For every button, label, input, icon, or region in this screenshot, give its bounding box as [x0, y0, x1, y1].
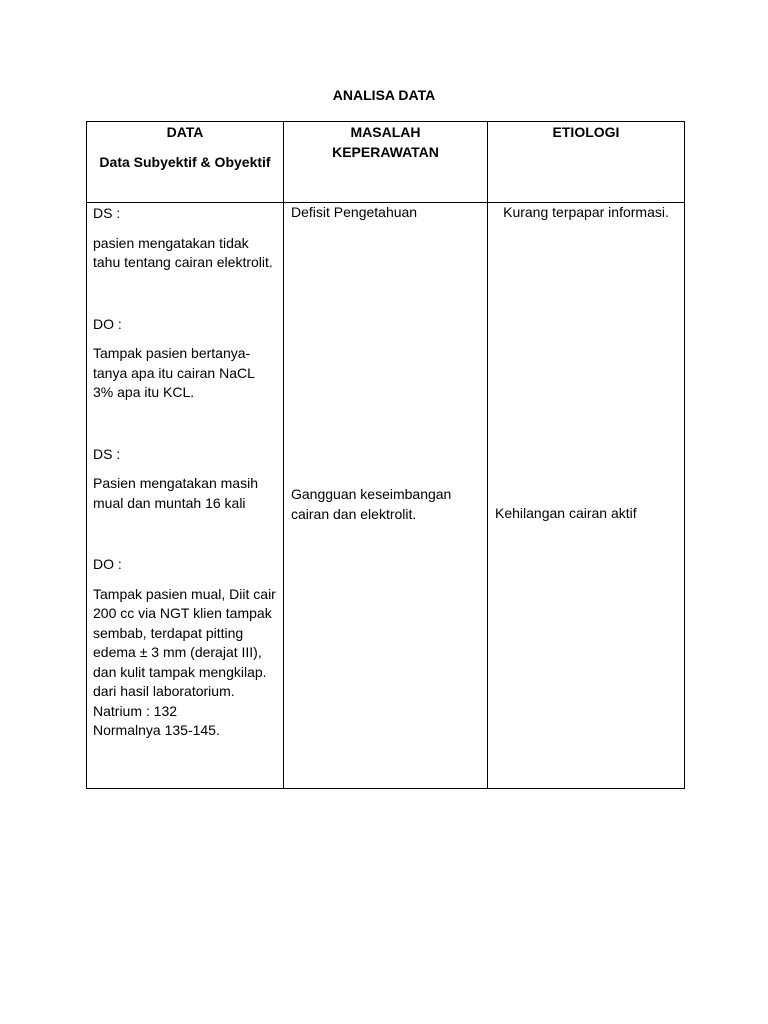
header-masalah — [284, 122, 488, 203]
header-data-sub: Data Subyektif & Obyektif — [99, 153, 271, 170]
analysis-table — [86, 121, 685, 789]
normal-range: Normalnya 135-145. — [93, 722, 220, 738]
do1-label: DO : — [93, 315, 122, 332]
table-header-row — [87, 122, 685, 203]
etiologi-item-1: Kurang terpapar informasi. — [503, 204, 669, 220]
header-etiologi-label: ETIOLOGI — [552, 124, 620, 140]
natrium-value: Natrium : 132 — [93, 702, 178, 719]
etiologi-cell — [488, 203, 685, 789]
table-row — [87, 203, 685, 789]
etiologi-item-2: Kehilangan cairan aktif — [495, 505, 637, 521]
document-title: ANALISA DATA — [332, 87, 436, 103]
header-masalah-label: MASALAH KEPERAWATAN — [332, 124, 439, 160]
ds2-label: DS : — [93, 445, 121, 462]
header-data — [87, 122, 284, 203]
masalah-cell — [284, 203, 488, 789]
do1-text: Tampak pasien bertanya-tanya apa itu cairan NaCL 3% apa itu KCL. — [93, 345, 255, 400]
header-etiologi — [488, 122, 685, 203]
do2-text: Tampak pasien mual, Diit cair 200 cc via NGT klien tampak sembab, terdapat pitting edema ± 3 mm (derajat III), dan kulit tampak mengkilap. dari hasil laboratorium. — [93, 585, 276, 699]
data-cell — [87, 203, 284, 789]
do2-label: DO : — [93, 556, 122, 572]
ds1-label: DS : — [93, 205, 121, 221]
masalah-item-1: Defisit Pengetahuan — [291, 204, 418, 220]
ds2-text: Pasien mengatakan masih mual dan muntah 16 kali — [93, 475, 258, 511]
ds1-text: pasien mengatakan tidak tahu tentang cairan elektrolit. — [93, 234, 273, 270]
header-data-label: DATA — [166, 124, 204, 140]
masalah-item-2: Gangguan keseimbangan cairan dan elektrolit. — [291, 486, 452, 522]
